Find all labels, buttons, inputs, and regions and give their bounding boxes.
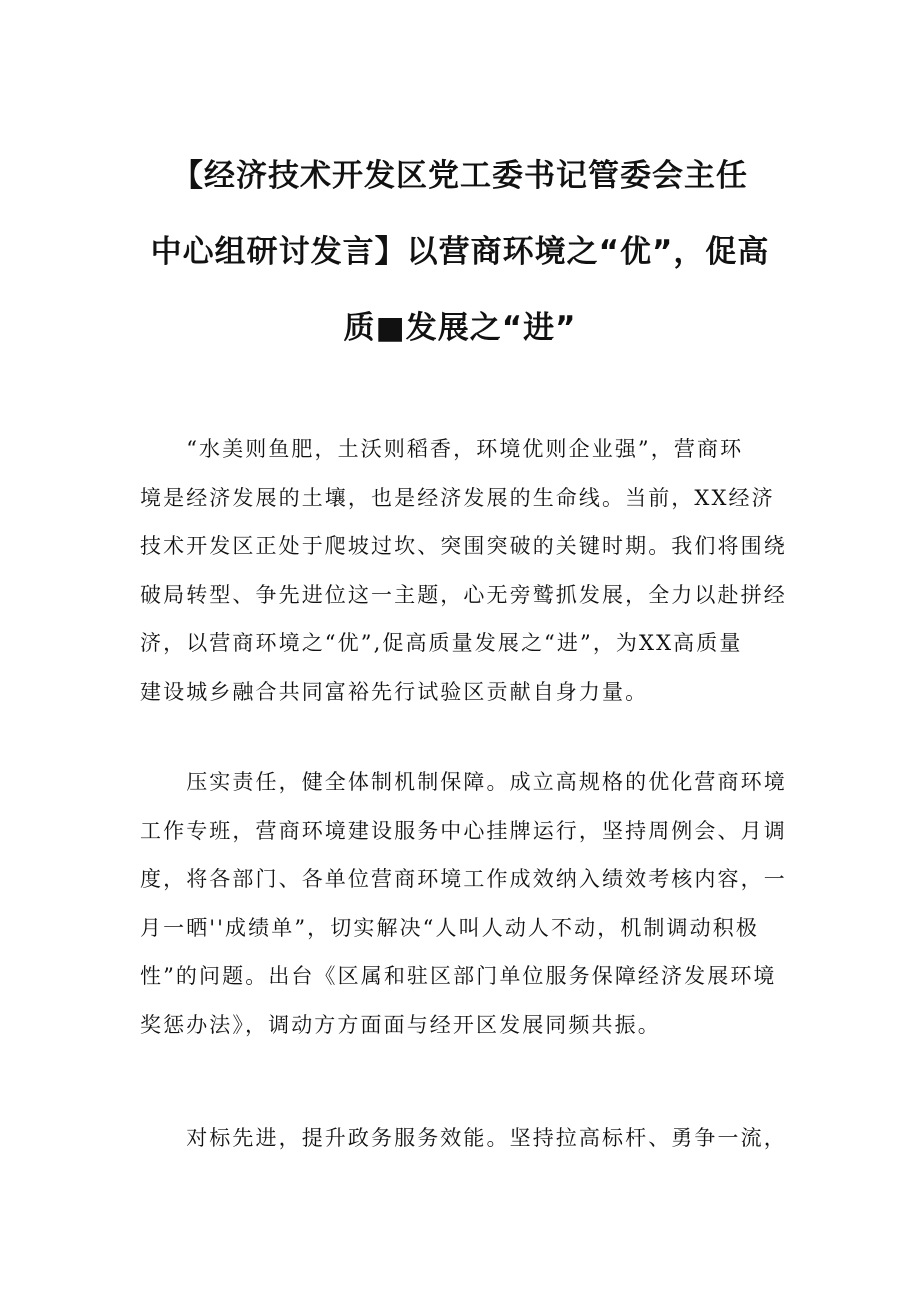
paragraph-line: 度，将各部门、各单位营商环境工作成效纳入绩效考核内容，一 [140, 867, 787, 891]
paragraph-benchmark [140, 1114, 785, 1163]
paragraph-line: 性”的问题。出台《区属和驻区部门单位服务保障经济发展环境 [140, 964, 777, 988]
paragraph-line: 技术开发区正处于爬坡过坎、突围突破的关键时期。我们将围绕 [140, 534, 787, 558]
paragraph-responsibility [140, 758, 785, 1049]
paragraph-line: 工作专班，营商环境建设服务中心挂牌运行，坚持周例会、月调 [140, 818, 787, 843]
title-line: 【经济技术开发区党工委书记管委会主任 [172, 158, 748, 194]
paragraph-line: 奖惩办法》，调动方方面面与经开区发展同频共振。 [140, 1012, 661, 1037]
paragraph-line: 破局转型、争先进位这一主题，心无旁鹫抓发展，全力以赴拼经 [140, 582, 787, 607]
paragraph-intro [140, 425, 785, 716]
paragraph-line: 压实责任，健全体制机制保障。成立高规格的优化营商环境 [140, 770, 787, 794]
document-title [100, 138, 820, 366]
title-line: 中心组研讨发言】以营商环境之“优”，促高 [150, 234, 770, 270]
paragraph-line: “水美则鱼肥，土沃则稻香，环境优则企业强”，营商环 [140, 437, 744, 461]
paragraph-line: 月一晒''成绩单”，切实解决“人叫人动人不动，机制调动积极 [140, 915, 759, 940]
paragraph-line: 济，以营商环境之“优”,促高质量发展之“进”，为XX高质量 [140, 631, 743, 655]
paragraph-line: 境是经济发展的土壤，也是经济发展的生命线。当前，XX经济 [140, 485, 775, 510]
paragraph-line: 建设城乡融合共同富裕先行试验区贡献自身力量。 [140, 679, 649, 704]
paragraph-line: 对标先进，提升政务服务效能。坚持拉高标杆、勇争一流， [140, 1126, 787, 1150]
title-line: 质■发展之“进” [343, 310, 577, 346]
